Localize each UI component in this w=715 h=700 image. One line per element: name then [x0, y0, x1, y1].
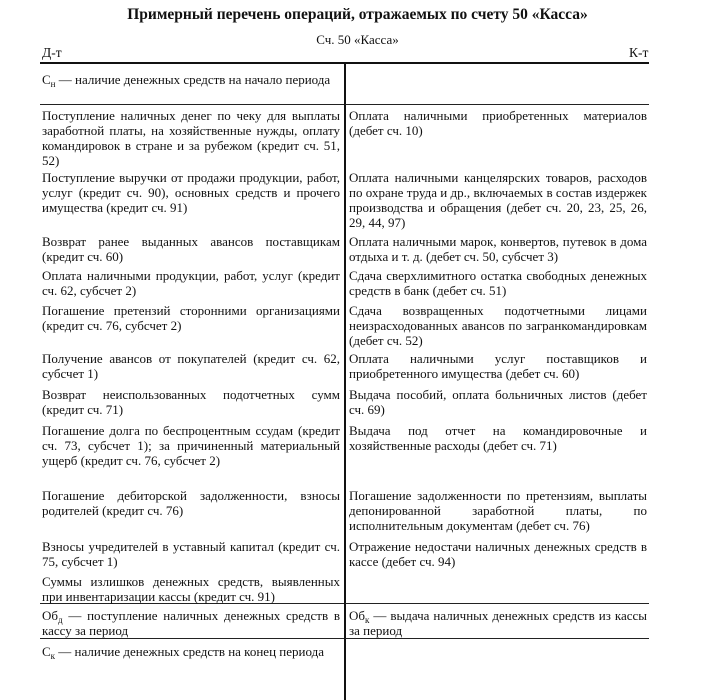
debit-entry: Поступление выручки от продажи продукции, работ, услуг (кредит сч. 90), основных средств и прочего имущества (кредит сч. 91) — [42, 170, 340, 215]
credit-entry: Выдача пособий, оплата больничных листов (дебет сч. 69) — [349, 387, 647, 417]
debit-entry: Взносы учредителей в уставный капитал (кредит сч. 75, субсчет 1) — [42, 539, 340, 569]
credit-entry: Оплата наличными канцелярских товаров, расходов по охране труда и др., включаемых в состав издержек производства и обращения (дебет сч. 20, 23, 25, 26, 29, 44, 97) — [349, 170, 647, 230]
credit-label: К-т — [629, 45, 649, 60]
credit-entry: Погашение задолженности по претензиям, выплаты депонированной заработной платы, по исполнительным документам (дебет сч. 76) — [349, 488, 647, 533]
row-divider — [40, 104, 344, 105]
debit-entry: Возврат ранее выданных авансов поставщикам (кредит сч. 60) — [42, 234, 340, 264]
credit-entry: Оплата наличными марок, конвертов, путевок в дома отдыха и т. д. (дебет сч. 50, субсчет 3) — [349, 234, 647, 264]
credit-entry: Выдача под отчет на командировочные и хозяйственные расходы (дебет сч. 71) — [349, 423, 647, 453]
credit-entry: Сдача сверхлимитного остатка свободных денежных средств в банк (дебет сч. 51) — [349, 268, 647, 298]
debit-entry: Суммы излишков денежных средств, выявленных при инвентаризации кассы (кредит сч. 91) — [42, 574, 340, 604]
debit-label: Д-т — [42, 45, 62, 60]
closing-balance: $С_к$ — наличие денежных средств на конец периода — [42, 644, 324, 661]
credit-turnover: $Об_к$ — выдача наличных денежных средств из кассы за период — [349, 608, 647, 638]
debit-entry: Возврат неиспользованных подотчетных сумм (кредит сч. 71) — [42, 387, 340, 417]
t-account-center-rule — [344, 63, 346, 700]
debit-entry: Получение авансов от покупателей (кредит сч. 62, субсчет 1) — [42, 351, 340, 381]
credit-entry: Оплата наличными услуг поставщиков и приобретенного имущества (дебет сч. 60) — [349, 351, 647, 381]
debit-entry: Погашение претензий сторонними организациями (кредит сч. 76, субсчет 2) — [42, 303, 340, 333]
credit-entry: Сдача возвращенных подотчетными лицами неизрасходованных авансов по загранкомандировкам (дебет сч. 52) — [349, 303, 647, 348]
debit-entry: Поступление наличных денег по чеку для выплаты заработной платы, на хозяйственные нужды, оплату командировок в стране и за рубежом (кредит сч. 51, 52) — [42, 108, 340, 168]
row-divider — [345, 638, 649, 639]
account-header: Сч. 50 «Касса» — [316, 32, 399, 47]
debit-turnover: $Об_д$ — поступление наличных денежных средств в кассу за период — [42, 608, 340, 638]
credit-entry: Отражение недостачи наличных денежных средств в кассе (дебет сч. 94) — [349, 539, 647, 569]
row-divider — [345, 603, 649, 604]
page-title: Примерный перечень операций, отражаемых по счету 50 «Касса» — [127, 6, 588, 23]
debit-entry: Погашение дебиторской задолженности, взносы родителей (кредит сч. 76) — [42, 488, 340, 518]
debit-entry: Оплата наличными продукции, работ, услуг (кредит сч. 62, субсчет 2) — [42, 268, 340, 298]
row-divider — [40, 638, 344, 639]
debit-entry: Погашение долга по беспроцентным ссудам (кредит сч. 73, субсчет 1); за причиненный материальный ущерб (кредит сч. 76, субсчет 2) — [42, 423, 340, 468]
opening-balance: $С_н$ — наличие денежных средств на начало периода — [42, 72, 331, 89]
row-divider — [345, 104, 649, 105]
credit-entry: Оплата наличными приобретенных материалов (дебет сч. 10) — [349, 108, 647, 138]
